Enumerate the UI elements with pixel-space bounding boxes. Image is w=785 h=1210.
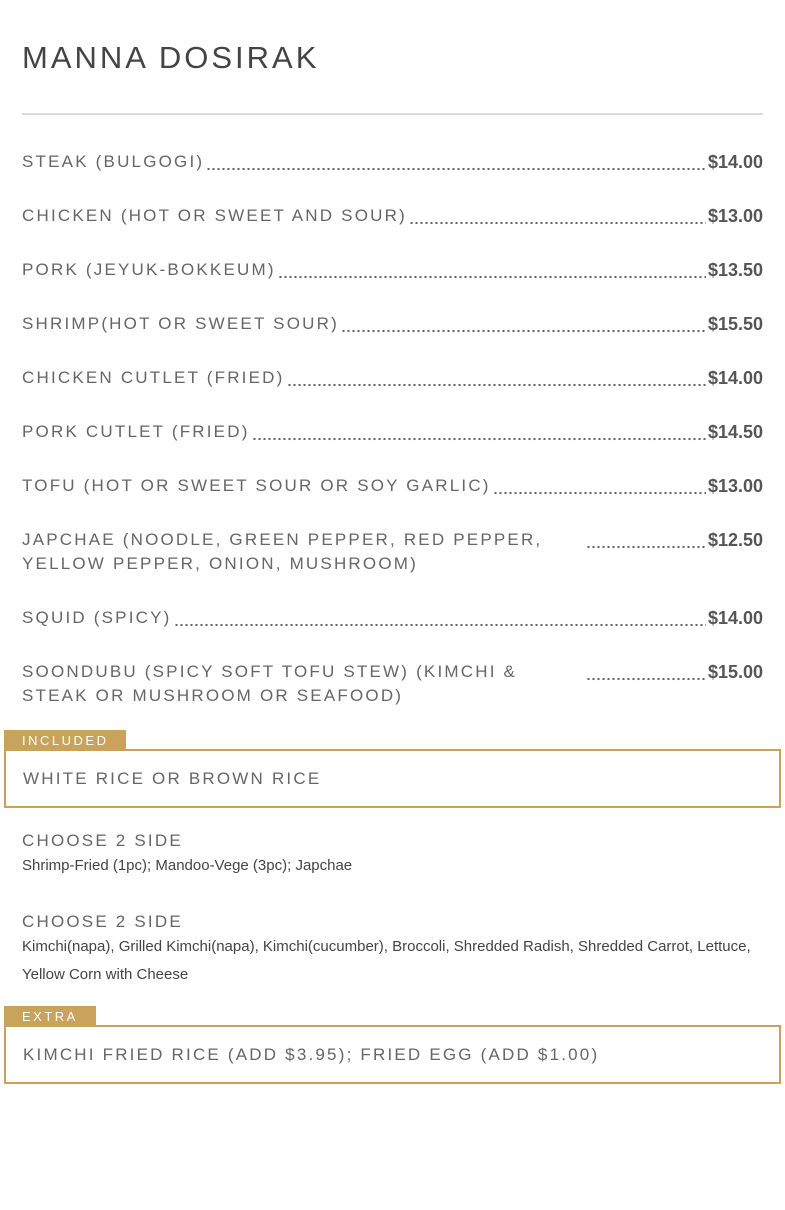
menu-item-name: CHICKEN (HOT OR SWEET AND SOUR) <box>22 206 407 225</box>
menu-item-name: PORK (JEYUK-BOKKEUM) <box>22 260 276 279</box>
included-box: WHITE RICE OR BROWN RICE <box>4 749 781 808</box>
menu-item <box>22 660 763 708</box>
dot-leader <box>341 312 706 336</box>
dot-leader <box>287 366 706 390</box>
menu-item-name: JAPCHAE (NOODLE, GREEN PEPPER, RED PEPPER, YELLOW PEPPER, ONION, MUSHROOM) <box>22 530 543 573</box>
dot-leader <box>278 258 706 282</box>
included-label: INCLUDED <box>4 730 126 750</box>
dot-leader <box>252 420 706 444</box>
menu-item-name: SQUID (SPICY) <box>22 608 172 627</box>
menu-item-name: TOFU (HOT OR SWEET SOUR OR SOY GARLIC) <box>22 476 491 495</box>
dot-leader <box>586 660 706 684</box>
dot-leader <box>493 474 706 498</box>
menu-item-name: PORK CUTLET (FRIED) <box>22 422 250 441</box>
menu-item <box>22 204 763 228</box>
menu-item-price: $14.00 <box>707 608 763 628</box>
menu-item-price: $15.50 <box>707 314 763 334</box>
side-heading: CHOOSE 2 SIDE <box>22 912 183 931</box>
dot-leader <box>409 204 706 228</box>
menu-item-name: SOONDUBU (SPICY SOFT TOFU STEW) (KIMCHI & STEAK OR MUSHROOM OR SEAFOOD) <box>22 662 518 705</box>
title-divider <box>22 113 763 115</box>
page-title: MANNA DOSIRAK <box>22 40 320 75</box>
menu-item-price: $12.50 <box>707 530 763 550</box>
menu-item <box>22 420 763 444</box>
menu-item <box>22 528 763 576</box>
side-options: Kimchi(napa), Grilled Kimchi(napa), Kimchi(cucumber), Broccoli, Shredded Radish, Shredded Carrot, Lettuce, Yellow Corn with Cheese <box>22 938 751 983</box>
menu-item-price: $14.00 <box>707 152 763 172</box>
menu-item <box>22 312 763 336</box>
menu-item-price: $13.50 <box>707 260 763 280</box>
extra-box: KIMCHI FRIED RICE (ADD $3.95); FRIED EGG (ADD $1.00) <box>4 1025 781 1084</box>
extra-label: EXTRA <box>4 1006 96 1026</box>
menu-item <box>22 366 763 390</box>
menu-item <box>22 150 763 174</box>
menu-list <box>22 150 763 738</box>
side-heading: CHOOSE 2 SIDE <box>22 831 183 850</box>
menu-item <box>22 258 763 282</box>
menu-item-price: $13.00 <box>707 476 763 496</box>
menu-item-price: $15.00 <box>707 662 763 682</box>
menu-item <box>22 606 763 630</box>
dot-leader <box>174 606 706 630</box>
menu-item-price: $13.00 <box>707 206 763 226</box>
dot-leader <box>206 150 706 174</box>
menu-item-price: $14.50 <box>707 422 763 442</box>
menu-item-name: SHRIMP(HOT OR SWEET SOUR) <box>22 314 339 333</box>
menu-item-name: STEAK (BULGOGI) <box>22 152 205 171</box>
menu-item <box>22 474 763 498</box>
dot-leader <box>586 528 706 552</box>
menu-item-name: CHICKEN CUTLET (FRIED) <box>22 368 285 387</box>
menu-item-price: $14.00 <box>707 368 763 388</box>
side-options: Shrimp-Fried (1pc); Mandoo-Vege (3pc); Japchae <box>22 857 353 874</box>
